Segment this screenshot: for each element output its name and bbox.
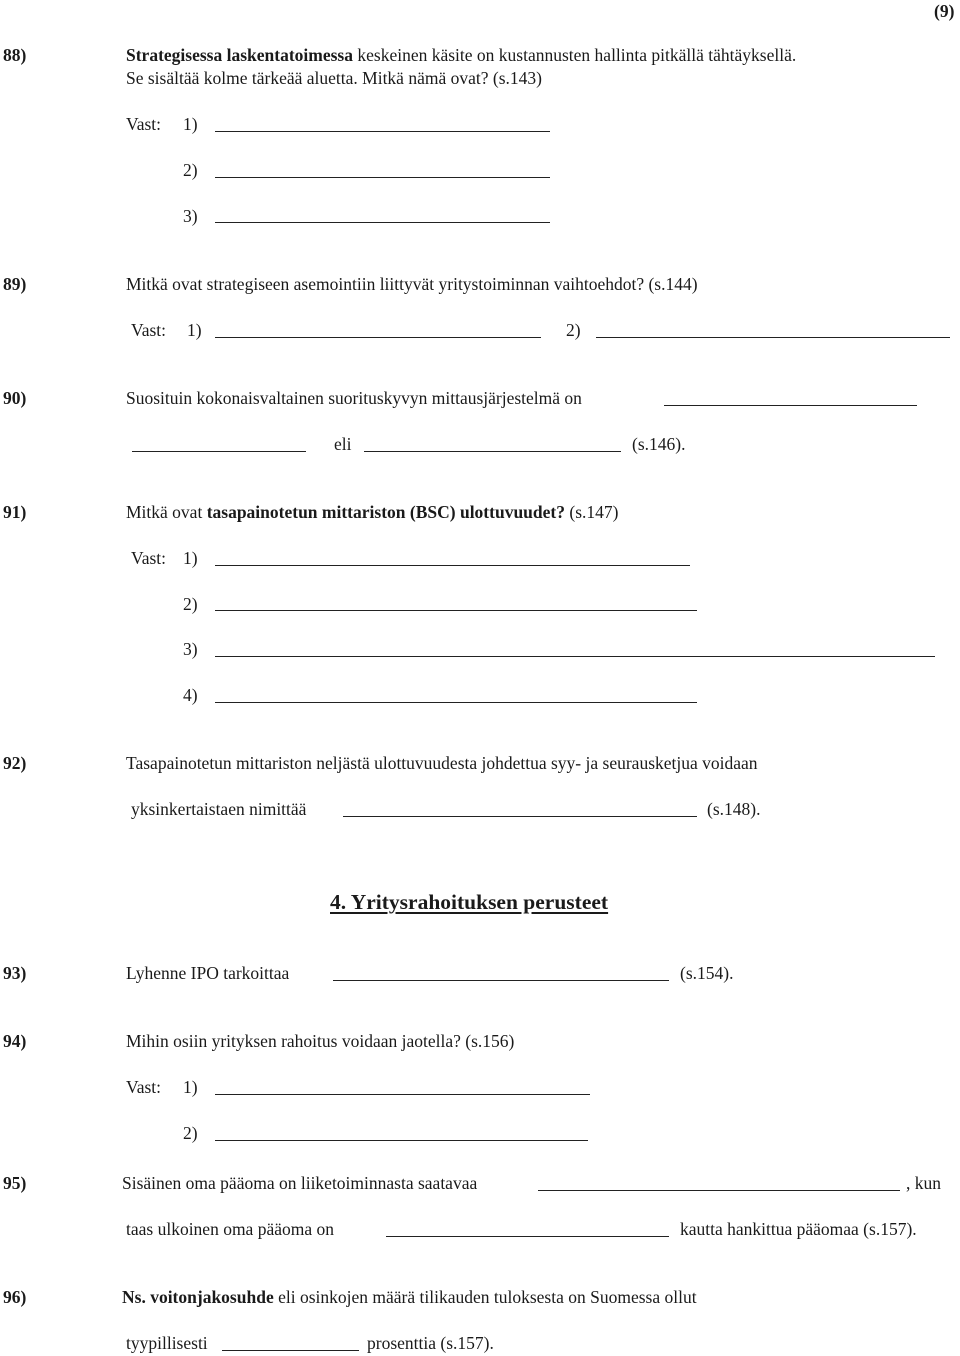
question-96-line2-post: prosenttia (s.157). bbox=[367, 1333, 494, 1353]
question-95-number: 95) bbox=[3, 1173, 27, 1193]
question-88-number: 88) bbox=[3, 45, 27, 65]
question-92-text: Tasapainotetun mittariston neljästä ulottuvuudesta johdettua syy- ja seurausketjua voidaan bbox=[126, 753, 758, 773]
question-91-answer-1-blank[interactable] bbox=[215, 565, 690, 566]
question-94-number: 94) bbox=[3, 1031, 27, 1051]
question-88-answer-2-blank[interactable] bbox=[215, 177, 550, 178]
question-91-answer-2-blank[interactable] bbox=[215, 610, 697, 611]
question-93-number: 93) bbox=[3, 963, 27, 983]
question-96-text bbox=[122, 1289, 697, 1307]
question-90-connector: eli bbox=[334, 434, 352, 454]
question-91-ref: (s.147) bbox=[565, 502, 619, 522]
question-88-bold-lead: Strategisessa laskentatoimessa bbox=[126, 45, 353, 65]
question-95-blank-2[interactable] bbox=[386, 1236, 669, 1237]
question-88-answer-3-label: 3) bbox=[183, 206, 198, 226]
question-96-blank[interactable] bbox=[222, 1350, 359, 1351]
question-95-text: Sisäinen oma pääoma on liiketoiminnasta saatavaa bbox=[122, 1173, 478, 1193]
question-90-blank-1[interactable] bbox=[664, 405, 917, 406]
question-95-line2-pre: taas ulkoinen oma pääoma on bbox=[126, 1219, 334, 1239]
question-94-answer-prefix: Vast: bbox=[126, 1077, 161, 1097]
question-90-blank-3[interactable] bbox=[364, 451, 621, 452]
question-95-line2-post: kautta hankittua pääomaa (s.157). bbox=[680, 1219, 917, 1239]
question-94-text: Mihin osiin yrityksen rahoitus voidaan jaotella? (s.156) bbox=[126, 1031, 515, 1051]
question-88-answer-1-label: 1) bbox=[183, 114, 198, 134]
question-91-bold: tasapainotetun mittariston (BSC) ulottuvuudet? bbox=[206, 502, 565, 522]
question-88-text-line2: Se sisältää kolme tärkeää aluetta. Mitkä nämä ovat? (s.143) bbox=[126, 68, 542, 88]
question-91-text bbox=[126, 504, 618, 522]
question-94-answer-1-label: 1) bbox=[183, 1077, 198, 1097]
section-heading: 4. Yritysrahoituksen perusteet bbox=[330, 890, 609, 914]
question-90-text: Suosituin kokonaisvaltainen suorituskyvyn mittausjärjestelmä on bbox=[126, 388, 582, 408]
question-94-answer-1-blank[interactable] bbox=[215, 1094, 590, 1095]
question-88-answer-prefix: Vast: bbox=[126, 114, 161, 134]
question-91-text-pre: Mitkä ovat bbox=[126, 502, 207, 522]
question-89-answer-2-label: 2) bbox=[566, 320, 581, 340]
page-number: (9) bbox=[934, 1, 955, 21]
question-89-answer-1-label: 1) bbox=[187, 320, 202, 340]
question-93-blank[interactable] bbox=[333, 980, 669, 981]
question-92-blank[interactable] bbox=[343, 816, 697, 817]
question-96-bold-prefix: Ns. voitonjakosuhde bbox=[122, 1287, 274, 1307]
question-91-number: 91) bbox=[3, 502, 27, 522]
question-92-ref: (s.148). bbox=[707, 799, 761, 819]
question-91-answer-3-blank[interactable] bbox=[215, 656, 935, 657]
question-93-text: Lyhenne IPO tarkoittaa bbox=[126, 963, 290, 983]
question-89-answer-2-blank[interactable] bbox=[596, 337, 950, 338]
question-96-number: 96) bbox=[3, 1287, 27, 1307]
question-94-answer-2-blank[interactable] bbox=[215, 1140, 588, 1141]
question-91-answer-prefix: Vast: bbox=[131, 548, 166, 568]
question-88-text bbox=[126, 47, 796, 65]
question-90-blank-2[interactable] bbox=[132, 451, 306, 452]
question-91-answer-4-blank[interactable] bbox=[215, 702, 697, 703]
question-88-answer-3-blank[interactable] bbox=[215, 222, 550, 223]
question-94-answer-2-label: 2) bbox=[183, 1123, 198, 1143]
question-93-ref: (s.154). bbox=[680, 963, 734, 983]
question-88-answer-1-blank[interactable] bbox=[215, 131, 550, 132]
question-95-suffix: , kun bbox=[906, 1173, 941, 1193]
question-90-ref: (s.146). bbox=[632, 434, 686, 454]
question-88-answer-2-label: 2) bbox=[183, 160, 198, 180]
question-91-answer-3-label: 3) bbox=[183, 639, 198, 659]
question-91-answer-1-label: 1) bbox=[183, 548, 198, 568]
question-89-answer-1-blank[interactable] bbox=[215, 337, 541, 338]
question-95-blank-1[interactable] bbox=[538, 1190, 900, 1191]
question-89-number: 89) bbox=[3, 274, 27, 294]
question-92-number: 92) bbox=[3, 753, 27, 773]
question-92-text-line2: yksinkertaistaen nimittää bbox=[131, 799, 307, 819]
question-91-answer-2-label: 2) bbox=[183, 594, 198, 614]
question-96-text-rest: eli osinkojen määrä tilikauden tuloksesta on Suomessa ollut bbox=[273, 1287, 697, 1307]
question-90-number: 90) bbox=[3, 388, 27, 408]
question-89-text: Mitkä ovat strategiseen asemointiin liittyvät yritystoiminnan vaihtoehdot? (s.144) bbox=[126, 274, 698, 294]
question-91-answer-4-label: 4) bbox=[183, 685, 198, 705]
question-89-answer-prefix: Vast: bbox=[131, 320, 166, 340]
question-88-text-rest: keskeinen käsite on kustannusten hallinta pitkällä tähtäyksellä. bbox=[353, 45, 797, 65]
question-96-line2-pre: tyypillisesti bbox=[126, 1333, 208, 1353]
